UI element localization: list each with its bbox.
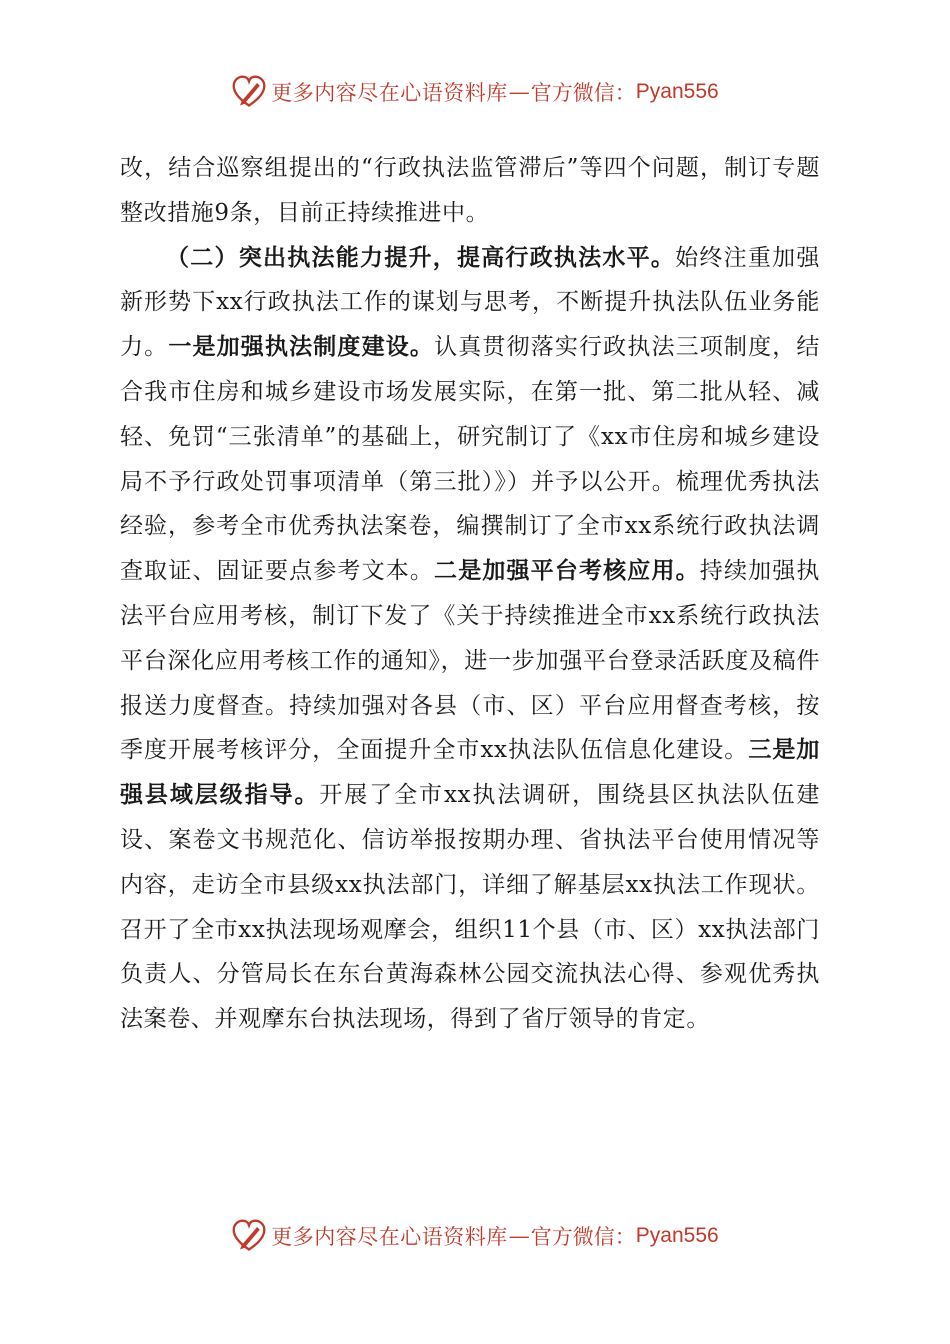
paragraph-continuation: 改，结合巡察组提出的“行政执法监管滞后”等四个问题，制订专题整改措施9条，目前正持续推进中。 xyxy=(120,155,820,226)
header-banner xyxy=(0,72,950,112)
point-one-title: 一是加强执法制度建设。 xyxy=(168,334,435,361)
point-three-title: 三是加强县域层级指导。 xyxy=(120,737,820,809)
document-body xyxy=(120,146,820,1042)
banner-contact-id: Pyan556 xyxy=(635,1224,719,1247)
point-two-title: 二是加强平台考核应用。 xyxy=(434,558,700,585)
banner-contact-id: Pyan556 xyxy=(635,80,719,103)
banner-separator: — xyxy=(508,1224,530,1248)
point-one-text: 认真贯彻落实行政执法三项制度，结合我市住房和城乡建设市场发展实际，在第一批、第二批从轻、减轻、免罚“三张清单”的基础上，研究制订了《xx市住房和城乡建设局不予行政处罚事项清单（第三批）》）并予以公开。梳理优秀执法经验，参考全市优秀执法案卷，编撰制订了全市xx系统行政执法调查取证、固证要点参考文本。 xyxy=(120,334,821,585)
section-heading: （二）突出执法能力提升，提高行政执法水平。 xyxy=(166,244,676,271)
banner-text: 更多内容尽在心语资料库 xyxy=(271,1225,508,1249)
banner-text: 更多内容尽在心语资料库 xyxy=(271,81,508,105)
banner-contact-label: 官方微信： xyxy=(530,1225,636,1249)
pen-heart-logo-icon xyxy=(231,74,267,110)
section-intro: 始终注重加强新形势下xx行政执法工作的谋划与思考，不断提升执法队伍业务能力。 xyxy=(120,244,820,361)
point-three-text: 开展了全市xx执法调研，围绕县区执法队伍建设、案卷文书规范化、信访举报按期办理、省执法平台使用情况等内容，走访全市县级xx执法部门，详细了解基层xx执法工作现状。召开了全市xx执法现场观摩会，组织11个县（市、区）xx执法部门负责人、分管局长在东台黄海森林公园交流执法心得、参观优秀执法案卷、并观摩东台执法现场，得到了省厅领导的肯定。 xyxy=(120,782,820,1033)
banner-contact-label: 官方微信： xyxy=(530,81,636,105)
paragraph-section-two xyxy=(120,236,820,1042)
footer-banner xyxy=(0,1216,950,1256)
point-two-text: 持续加强执法平台应用考核，制订下发了《关于持续推进全市xx系统行政执法平台深化应用考核工作的通知》，进一步加强平台登录活跃度及稿件报送力度督查。持续加强对各县（市、区）平台应用督查考核，按季度开展考核评分，全面提升全市xx执法队伍信息化建设。 xyxy=(120,558,821,764)
pen-heart-logo-icon xyxy=(231,1218,267,1254)
banner-separator: — xyxy=(508,80,530,104)
